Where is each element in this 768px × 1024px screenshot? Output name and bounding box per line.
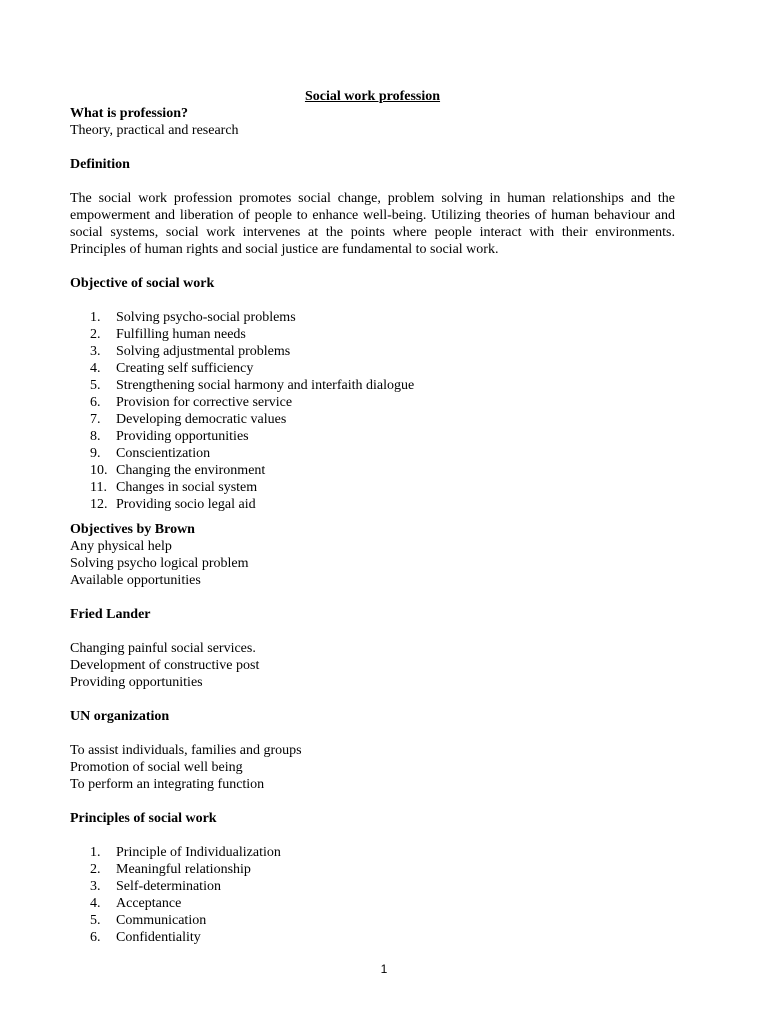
- brown-heading: Objectives by Brown: [70, 522, 195, 537]
- list-item: 1. Principle of Individualization: [90, 845, 281, 860]
- list-item: 11. Changes in social system: [90, 480, 258, 495]
- principles-heading: Principles of social work: [70, 811, 217, 826]
- fried-lander-line: Providing opportunities: [70, 675, 203, 690]
- un-organization-line: Promotion of social well being: [70, 760, 243, 775]
- brown-line: Available opportunities: [70, 573, 201, 588]
- list-item: 1. Solving psycho-social problems: [90, 310, 296, 325]
- list-item: 6. Confidentiality: [90, 930, 201, 945]
- document-title: Social work profession: [304, 89, 441, 104]
- definition-paragraph: The social work profession promotes social change, problem solving in human relationships and the empowerment and liberation of people to enhance well-being. Utilizing theories of human behaviour and social systems, social work intervenes at the points where people interact with their environments. Principles of human rights and social justice are fundamental to social work.: [70, 191, 675, 257]
- list-item: 9. Conscientization: [90, 446, 211, 461]
- list-item: 2. Meaningful relationship: [90, 862, 251, 877]
- list-item: 12. Providing socio legal aid: [90, 497, 256, 512]
- list-item: 3. Self-determination: [90, 879, 221, 894]
- un-organization-heading: UN organization: [70, 709, 170, 724]
- objectives-heading: Objective of social work: [70, 276, 215, 291]
- list-item: 3. Solving adjustmental problems: [90, 344, 291, 359]
- list-item: 6. Provision for corrective service: [90, 395, 293, 410]
- principles-list: [70, 844, 675, 946]
- list-item: 8. Providing opportunities: [90, 429, 249, 444]
- page-number: 1: [380, 962, 388, 976]
- fried-lander-line: Changing painful social services.: [70, 641, 256, 656]
- brown-line: Any physical help: [70, 539, 172, 554]
- brown-line: Solving psycho logical problem: [70, 556, 249, 571]
- un-organization-line: To assist individuals, families and groups: [70, 743, 302, 758]
- fried-lander-heading: Fried Lander: [70, 607, 151, 622]
- definition-heading: Definition: [70, 157, 130, 172]
- objectives-list: [70, 309, 675, 513]
- fried-lander-line: Development of constructive post: [70, 658, 260, 673]
- document-page: [70, 88, 675, 946]
- list-item: 2. Fulfilling human needs: [90, 327, 246, 342]
- list-item: 5. Strengthening social harmony and interfaith dialogue: [90, 378, 415, 393]
- what-is-profession-heading: What is profession?: [70, 106, 188, 121]
- list-item: 5. Communication: [90, 913, 207, 928]
- what-is-profession-text: Theory, practical and research: [70, 123, 239, 138]
- list-item: 4. Creating self sufficiency: [90, 361, 254, 376]
- list-item: 4. Acceptance: [90, 896, 182, 911]
- list-item: 10. Changing the environment: [90, 463, 266, 478]
- list-item: 7. Developing democratic values: [90, 412, 287, 427]
- un-organization-line: To perform an integrating function: [70, 777, 265, 792]
